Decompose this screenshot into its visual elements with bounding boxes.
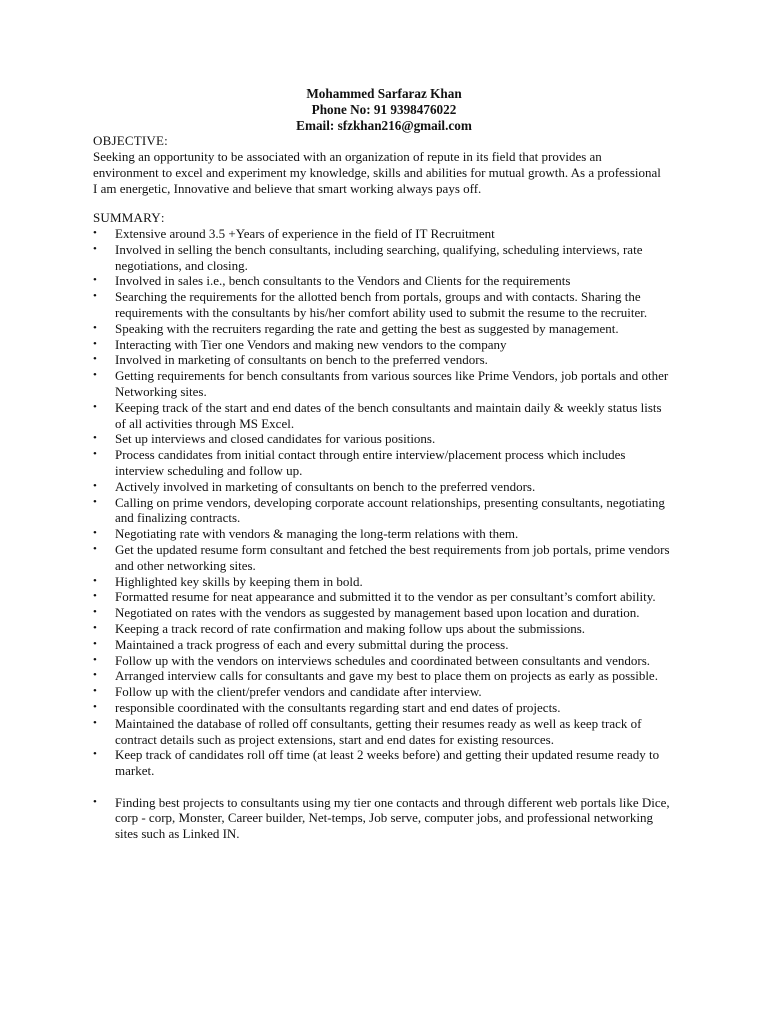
bullet-icon: • [93, 448, 97, 461]
summary-item-text: Highlighted key skills by keeping them in bold. [115, 573, 363, 589]
bullet-icon: • [93, 542, 97, 555]
summary-item [93, 242, 675, 274]
summary-item [93, 637, 675, 653]
summary-item-text: Calling on prime vendors, developing corporate account relationships, presenting consultants, negotiating and finalizing contracts. [115, 494, 665, 526]
summary-item-text: responsible coordinated with the consultants regarding start and end dates of projects. [115, 699, 561, 715]
summary-item-text: Getting requirements for bench consultants from various sources like Prime Vendors, job portals and other Networking sites. [115, 368, 669, 399]
bullet-icon: • [93, 432, 97, 445]
summary-item [93, 479, 675, 495]
summary-item [93, 289, 675, 321]
summary-item-text: Maintained the database of rolled off consultants, getting their resumes ready as well as keep track of contract details such as project extensions, start and end dates for existing resources. [115, 715, 642, 747]
summary-item [93, 431, 675, 447]
summary-item [93, 747, 675, 779]
bullet-icon: • [93, 685, 97, 698]
summary-item [93, 795, 675, 842]
phone-number: Phone No: 91 9398476022 [311, 101, 457, 117]
summary-item [93, 273, 675, 289]
bullet-icon: • [93, 495, 97, 508]
summary-item [93, 542, 675, 574]
email-address: Email: sfzkhan216@gmail.com [296, 117, 472, 133]
bullet-icon: • [93, 274, 97, 287]
summary-item-text: Actively involved in marketing of consultants on bench to the preferred vendors. [115, 478, 536, 494]
summary-heading-text: SUMMARY [93, 210, 161, 225]
summary-item-text: Process candidates from initial contact through entire interview/placement process which includes interview scheduling and follow up. [115, 447, 626, 478]
summary-item-text: Maintained a track progress of each and every submittal during the process. [115, 636, 509, 652]
summary-item [93, 684, 675, 700]
summary-item [93, 716, 675, 748]
summary-item-text: Keeping a track record of rate confirmation and making follow ups about the submissions. [115, 620, 586, 636]
summary-list [93, 226, 675, 842]
summary-item-text: Finding best projects to consultants using my tier one contacts and through different web portals like Dice, corp - corp, Monster, Career builder, Net-temps, Job serve, computer jobs, and professional networking sites such as Linked IN. [115, 794, 670, 842]
summary-heading: SUMMARY: [93, 210, 165, 225]
summary-item-text: Speaking with the recruiters regarding the rate and getting the best as suggested by management. [115, 320, 619, 336]
summary-item-text: Formatted resume for neat appearance and submitted it to the vendor as per consultant’s comfort ability. [115, 589, 656, 605]
bullet-icon: • [93, 669, 97, 682]
summary-item-text: Negotiated on rates with the vendors as suggested by management based upon location and duration. [115, 605, 640, 621]
summary-item [93, 337, 675, 353]
summary-item [93, 447, 675, 479]
summary-item-text: Follow up with the client/prefer vendors and candidate after interview. [115, 684, 482, 700]
objective-heading-text: OBJECTIVE [93, 133, 165, 148]
bullet-icon: • [93, 321, 97, 334]
summary-item [93, 668, 675, 684]
summary-item [93, 605, 675, 621]
summary-item [93, 400, 675, 432]
summary-item [93, 653, 675, 669]
summary-item [93, 352, 675, 368]
bullet-icon: • [93, 479, 97, 492]
bullet-icon: • [93, 290, 97, 303]
summary-item-text: Arranged interview calls for consultants and gave my best to place them on projects as early as possible. [115, 668, 658, 684]
bullet-icon: • [93, 242, 97, 255]
bullet-icon: • [93, 748, 97, 761]
summary-item [93, 526, 675, 542]
bullet-icon: • [93, 353, 97, 366]
bullet-icon: • [93, 621, 97, 634]
candidate-name: Mohammed Sarfaraz Khan [306, 86, 462, 101]
bullet-icon: • [93, 795, 97, 808]
summary-item-text: Negotiating rate with vendors & managing the long-term relations with them. [115, 526, 519, 542]
summary-item [93, 321, 675, 337]
bullet-icon: • [93, 527, 97, 540]
summary-item [93, 495, 675, 527]
summary-item-text: Involved in sales i.e., bench consultants to the Vendors and Clients for the requirements [115, 273, 571, 289]
resume-header [0, 86, 768, 133]
bullet-icon: • [93, 653, 97, 666]
summary-item [93, 589, 675, 605]
bullet-icon: • [93, 227, 97, 239]
summary-item [93, 574, 675, 590]
bullet-icon: • [93, 400, 97, 413]
summary-item-text: Keeping track of the start and end dates of the bench consultants and maintain daily & weekly status lists of all activities through MS Excel. [115, 399, 662, 431]
bullet-icon: • [93, 337, 97, 350]
summary-item-text: Keep track of candidates roll off time (at least 2 weeks before) and getting their updated resume ready to market. [115, 747, 660, 779]
summary-item [93, 226, 675, 242]
bullet-icon: • [93, 700, 97, 713]
summary-item [93, 700, 675, 716]
objective-text: Seeking an opportunity to be associated with an organization of repute in its field that provides an environment to excel and experiment my knowledge, skills and abilities for mutual growth. As a professional I am energetic, Innovative and believe that smart working always pays off. [93, 149, 661, 196]
bullet-icon: • [93, 369, 97, 382]
summary-item-text: Involved in selling the bench consultants, including searching, qualifying, scheduling interviews, rate negotiations, and closing. [115, 241, 643, 273]
bullet-icon: • [93, 716, 97, 729]
summary-item-text: Searching the requirements for the allotted bench from portals, groups and with contacts. Sharing the requirements with the consultants by his/her comfort ability used to submit the resume to the recruiter. [115, 289, 648, 320]
summary-item-text: Extensive around 3.5 +Years of experience in the field of IT Recruitment [115, 226, 495, 241]
bullet-icon: • [93, 606, 97, 619]
summary-item-text: Follow up with the vendors on interviews schedules and coordinated between consultants and vendors. [115, 652, 651, 668]
bullet-icon: • [93, 574, 97, 587]
summary-item [93, 621, 675, 637]
summary-item [93, 368, 675, 400]
summary-item-text: Get the updated resume form consultant and fetched the best requirements from job portals, prime vendors and other networking sites. [115, 541, 670, 573]
summary-item-text: Interacting with Tier one Vendors and making new vendors to the company [115, 336, 507, 352]
bullet-icon: • [93, 590, 97, 603]
summary-item-text: Involved in marketing of consultants on bench to the preferred vendors. [115, 352, 488, 368]
bullet-icon: • [93, 637, 97, 650]
summary-item-text: Set up interviews and closed candidates for various positions. [115, 431, 436, 447]
objective-heading: OBJECTIVE: [93, 133, 168, 148]
